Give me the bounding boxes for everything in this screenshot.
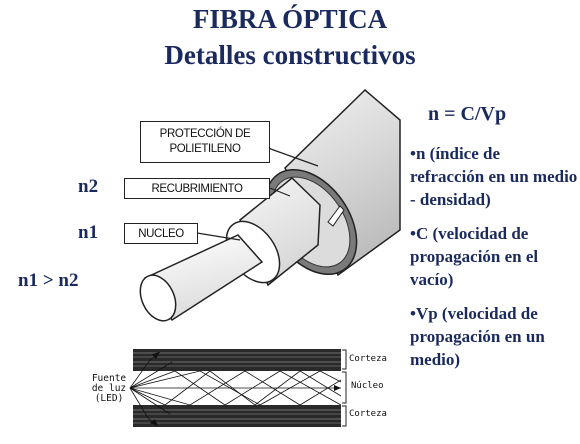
source-line1: Fuente xyxy=(91,373,127,384)
n1-label: n1 xyxy=(78,222,99,243)
condition-label: n1 > n2 xyxy=(18,270,79,291)
n2-label: n2 xyxy=(78,176,99,197)
source-line3: (LED) xyxy=(94,393,124,404)
bottom-cladding-band xyxy=(133,405,341,427)
core-box: NUCLEO xyxy=(124,223,198,244)
definition-n: •n (índice de refracción en un medio - densidad) xyxy=(410,144,578,209)
protection-line1: PROTECCIÓN DE xyxy=(159,128,251,140)
top-layer-label: Corteza xyxy=(349,354,387,364)
refraction-formula: n = C/Vp xyxy=(428,103,507,125)
definition-c: •C (velocidad de propagación en el vacío) xyxy=(410,224,539,289)
bottom-layer-label: Corteza xyxy=(349,409,387,419)
definition-vp: •Vp (velocidad de propagación en un medio) xyxy=(410,304,545,369)
slide-title: FIBRA ÓPTICA xyxy=(192,4,388,34)
middle-layer-label: Núcleo xyxy=(351,381,384,391)
slide-subtitle: Detalles constructivos xyxy=(164,40,416,70)
light-source-label xyxy=(84,374,134,404)
cladding-box: RECUBRIMIENTO xyxy=(124,178,270,199)
top-cladding-band xyxy=(133,349,341,371)
source-line2: de luz xyxy=(91,383,127,394)
protection-line2: POLIETILENO xyxy=(169,143,241,155)
